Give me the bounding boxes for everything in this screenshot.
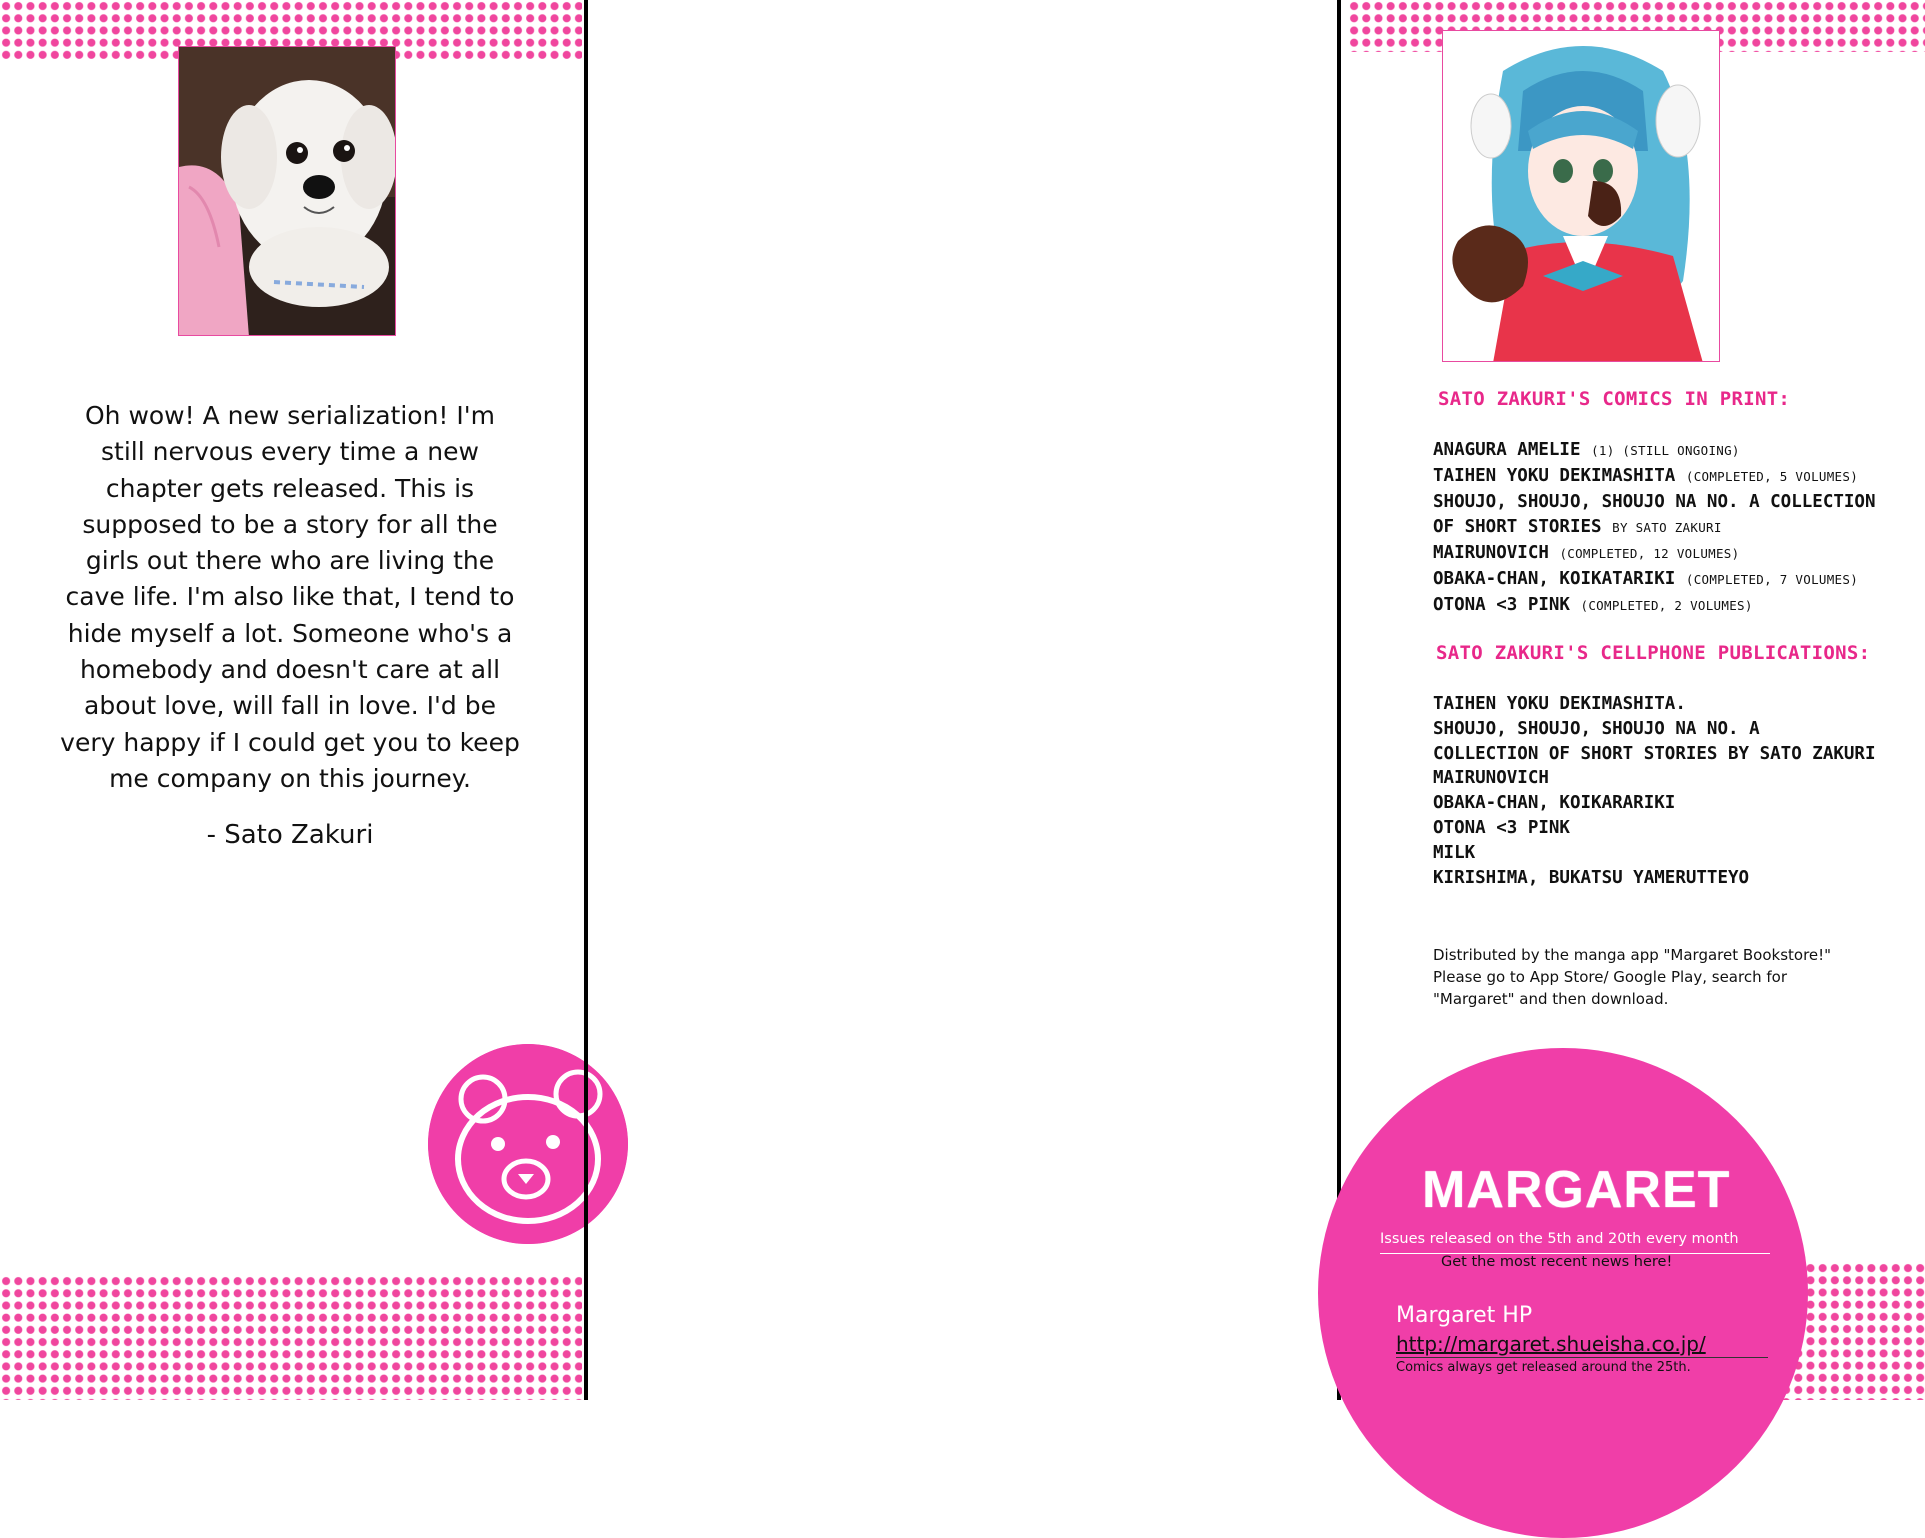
dog-photo xyxy=(178,46,396,336)
author-signature: - Sato Zakuri xyxy=(206,820,374,850)
cellphone-publications-list xyxy=(1433,692,1876,890)
magazine-url-link[interactable]: http://margaret.shueisha.co.jp/ xyxy=(1396,1332,1706,1356)
comics-release-note: Comics always get released around the 25th. xyxy=(1396,1360,1691,1375)
print-comics-list xyxy=(1433,438,1876,619)
magazine-news-line: Get the most recent news here! xyxy=(1441,1254,1673,1270)
magazine-title: MARGARET xyxy=(1422,1161,1731,1219)
cellphone-item: OBAKA-CHAN, KOIKARARIKI xyxy=(1433,793,1676,814)
cellphone-item: SHOUJO, SHOUJO, SHOUJO NA NO. A xyxy=(1433,718,1760,739)
distribution-note: Distributed by the manga app "Margaret Bookstore!" Please go to App Store/ Google Play, search for "Margaret" and then download. xyxy=(1433,946,1832,1008)
print-comic-item: MAIRUNOVICH (COMPLETED, 12 VOLUMES) xyxy=(1433,543,1740,564)
print-comic-item: ANAGURA AMELIE (1) (STILL ONGOING) xyxy=(1433,440,1740,460)
left-page-border xyxy=(584,0,588,1400)
girl-with-chocolate-image xyxy=(1443,31,1720,362)
cellphone-item: MAIRUNOVICH xyxy=(1433,768,1549,789)
print-comic-item: OF SHORT STORIES BY SATO ZAKURI xyxy=(1433,517,1722,538)
print-comic-item: SHOUJO, SHOUJO, SHOUJO NA NO. A COLLECTION xyxy=(1433,491,1876,512)
magazine-hp-label: Margaret HP xyxy=(1396,1303,1533,1328)
cellphone-item: TAIHEN YOKU DEKIMASHITA. xyxy=(1433,694,1686,714)
bear-badge xyxy=(428,1044,628,1244)
cellphone-publications-heading: SATO ZAKURI'S CELLPHONE PUBLICATIONS: xyxy=(1436,642,1871,664)
character-illustration xyxy=(1442,30,1720,362)
bear-icon xyxy=(428,1044,628,1244)
print-comic-item: OBAKA-CHAN, KOIKATARIKI (COMPLETED, 7 VOLUMES) xyxy=(1433,568,1859,589)
print-comics-heading: SATO ZAKURI'S COMICS IN PRINT: xyxy=(1438,388,1791,410)
author-message: Oh wow! A new serialization! I'm still nervous every time a new chapter gets released. This is supposed to be a story for all the girls out there who are living the cave life. I'm also like that, I tend to hide myself a lot. Someone who's a homebody and doesn't care at all about love, will fall in love. I'd be very happy if I could get you to keep me company on this journey. xyxy=(60,401,520,793)
print-comic-item: TAIHEN YOKU DEKIMASHITA (COMPLETED, 5 VOLUMES) xyxy=(1433,465,1859,486)
cellphone-item: OTONA <3 PINK xyxy=(1433,817,1570,838)
divider xyxy=(1396,1357,1768,1358)
dog-illustration xyxy=(179,47,396,336)
margaret-circle xyxy=(1318,1048,1808,1538)
print-comic-item: OTONA <3 PINK (COMPLETED, 2 VOLUMES) xyxy=(1433,594,1753,615)
bottom-left-dot-pattern xyxy=(0,1275,582,1400)
magazine-issue-schedule: Issues released on the 5th and 20th every month xyxy=(1380,1231,1739,1247)
cellphone-item: MILK xyxy=(1433,842,1476,863)
cellphone-item: COLLECTION OF SHORT STORIES BY SATO ZAKURI xyxy=(1433,743,1876,764)
cellphone-item: KIRISHIMA, BUKATSU YAMERUTTEYO xyxy=(1433,867,1750,888)
